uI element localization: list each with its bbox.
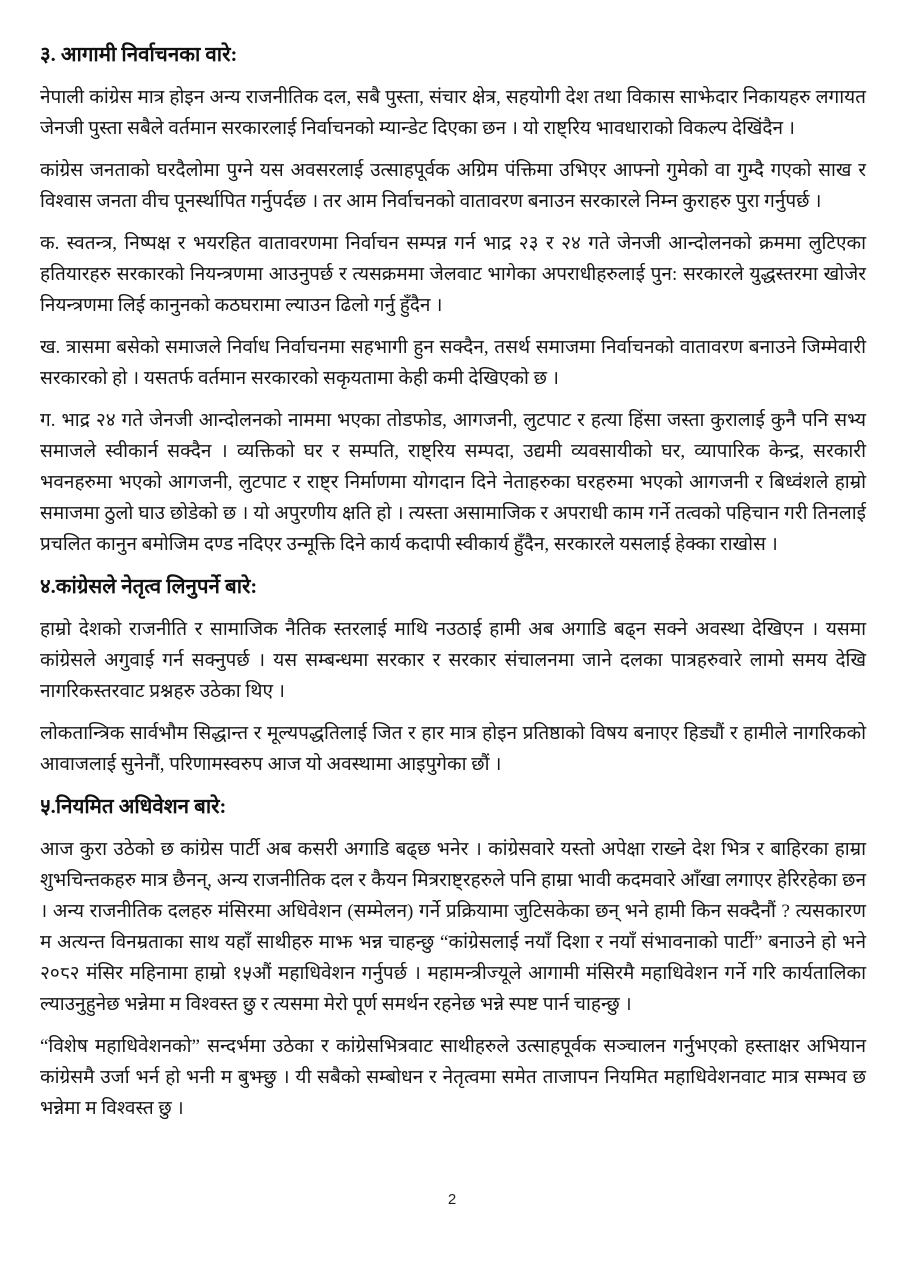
paragraph-item-ka: क. स्वतन्त्र, निष्पक्ष र भयरहित वातावरणमा निर्वाचन सम्पन्न गर्न भाद्र २३ र २४ गते जेनजी आन्दोलनको क्रममा लुटिएका हतियारहरु सरकारको नियन्त्रणमा आउनुपर्छ र त्यसक्रममा जेलवाट भागेका अपराधीहरुलाई पुन: सरकारले युद्धस्तरमा खोजेर नियन्त्रणमा लिई कानुनको कठघरामा ल्याउन ढिलो गर्नु हुँदैन ।: [40, 233, 866, 316]
section-heading: ३. आगामी निर्वाचनका वारे:: [40, 44, 238, 66]
paragraph: “विशेष महाधिवेशनको” सन्दर्भमा उठेका र कांग्रेसभित्रवाट साथीहरुले उत्साहपूर्वक सञ्चालन गर्नुभएको हस्ताक्षर अभियान कांग्रेसमै उर्जा भर्न हो भनी म बुझ्छु । यी सबैको सम्बोधन र नेतृत्वमा समेत ताजापन नियमित महाधिवेशनवाट मात्र सम्भव छ भन्नेमा म विश्वस्त छु ।: [40, 1036, 866, 1119]
paragraph: नेपाली कांग्रेस मात्र होइन अन्य राजनीतिक दल, सबै पुस्ता, संचार क्षेत्र, सहयोगी देश तथा विकास साझेदार निकायहरु लगायत जेनजी पुस्ता सबैले वर्तमान सरकारलाई निर्वाचनको म्यान्डेट दिएका छन । यो राष्ट्रिय भावधाराको विकल्प देखिंदैन ।: [40, 87, 866, 139]
paragraph: लोकतान्त्रिक सार्वभौम सिद्धान्त र मूल्यपद्धतिलाई जित र हार मात्र होइन प्रतिष्ठाको विषय बनाएर हिड्यौं र हामीले नागरिकको आवाजलाई सुनेनौं, परिणामस्वरुप आज यो अवस्थामा आइपुगेका छौं ।: [40, 723, 866, 775]
paragraph: कांग्रेस जनताको घरदैलोमा पुग्ने यस अवसरलाई उत्साहपूर्वक अग्रिम पंक्तिमा उभिएर आफ्नो गुमेको वा गुम्दै गएको साख र विश्वास जनता वीच पूनर्स्थापित गर्नुपर्दछ । तर आम निर्वाचनको वातावरण बनाउन सरकारले निम्न कुराहरु पुरा गर्नुपर्छ ।: [40, 160, 866, 212]
paragraph: आज कुरा उठेको छ कांग्रेस पार्टी अब कसरी अगाडि बढ्छ भनेर । कांग्रेसवारे यस्तो अपेक्षा राख्ने देश भित्र र बाहिरका हाम्रा शुभचिन्तकहरु मात्र छैनन्, अन्य राजनीतिक दल र कैयन मित्रराष्ट्रहरुले पनि हाम्रा भावी कदमवारे आँखा लगाएर हेरिरहेका छन । अन्य राजनीतिक दलहरु मंसिरमा अधिवेशन (सम्मेलन) गर्ने प्रक्रियामा जुटिसकेका छन् भने हामी किन सक्दैनौं ? त्यसकारण म अत्यन्त विनम्रताका साथ यहाँ साथीहरु माझ भन्न चाहन्छु “कांग्रेसलाई नयाँ दिशा र नयाँ संभावनाको पार्टी” बनाउने हो भने २०८२ मंसिर महिनामा हाम्रो १५औं महाधिवेशन गर्नुपर्छ । महामन्त्रीज्यूले आगामी मंसिरमै महाधिवेशन गर्ने गरि कार्यतालिका ल्याउनुहुनेछ भन्नेमा म विश्वस्त छु र त्यसमा मेरो पूर्ण समर्थन रहनेछ भन्ने स्पष्ट पार्न चाहन्छु ।: [40, 839, 866, 1015]
page-number: 2: [447, 1191, 457, 1208]
document-content: [40, 42, 866, 1135]
section-4-congress-leadership: [40, 574, 866, 780]
paragraph: हाम्रो देशको राजनीति र सामाजिक नैतिक स्तरलाई माथि नउठाई हामी अब अगाडि बढ्न सक्ने अवस्था देखिएन । यसमा कांग्रेसले अगुवाई गर्न सक्नुपर्छ । यस सम्बन्धमा सरकार र सरकार संचालनमा जाने दलका पात्रहरुवारे लामो समय देखि नागरिकस्तरवाट प्रश्नहरु उठेका थिए ।: [40, 619, 866, 702]
section-heading: ४.कांग्रेसले नेतृत्व लिनुपर्ने बारे:: [40, 576, 258, 598]
section-heading: ५.नियमित अधिवेशन बारे:: [40, 796, 227, 818]
paragraph-item-ga: ग. भाद्र २४ गते जेनजी आन्दोलनको नाममा भएका तोडफोड, आगजनी, लुटपाट र हत्या हिंसा जस्ता कुरालाई कुनै पनि सभ्य समाजले स्वीकार्न सक्दैन । व्यक्तिको घर र सम्पति, राष्ट्रिय सम्पदा, उद्यमी व्यवसायीको घर, व्यापारिक केन्द्र, सरकारी भवनहरुमा भएको आगजनी, लुटपाट र राष्ट्र निर्माणमा योगदान दिने नेताहरुका घरहरुमा भएको आगजनी र बिध्वंशले हाम्रो समाजमा ठुलो घाउ छोडेको छ । यो अपुरणीय क्षति हो । त्यस्ता असामाजिक र अपराधी काम गर्ने तत्वको पहिचान गरी तिनलाई प्रचलित कानुन बमोजिम दण्ड नदिएर उन्मूक्ति दिने कार्य कदापी स्वीकार्य हुँदैन, सरकारले यसलाई हेक्का राखोस ।: [40, 410, 866, 555]
section-5-regular-convention: [40, 794, 866, 1124]
paragraph-item-kha: ख. त्रासमा बसेको समाजले निर्वाध निर्वाचनमा सहभागी हुन सक्दैन, तसर्थ समाजमा निर्वाचनको वातावरण बनाउने जिम्मेवारी सरकारको हो । यसतर्फ वर्तमान सरकारको सकृयतामा केही कमी देखिएको छ ।: [40, 337, 866, 389]
section-3-upcoming-election: [40, 42, 866, 560]
